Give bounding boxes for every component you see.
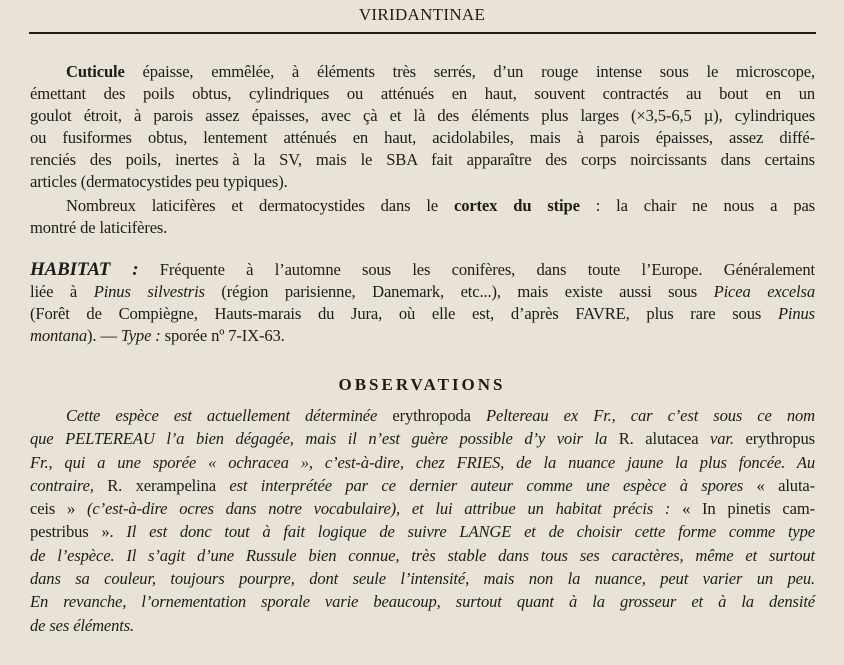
- text-run: montré de laticifères.: [30, 218, 168, 237]
- text-run: En revanche, l’ornementation sporale varie beaucoup, surtout quant à la grosseur et à la densité: [30, 592, 815, 612]
- text-run: Il est donc tout à fait logique de suivre LANGE et de choisir cette forme comme type: [126, 522, 815, 542]
- text-run: (région parisienne, Danemark, etc...), mais existe aussi sous: [204, 282, 714, 301]
- text-line: [30, 303, 815, 325]
- text-run: cortex du stipe: [453, 196, 580, 215]
- text-run: Fréquente à l’automne sous les conifères, dans toute l’Europe. Généralement: [138, 260, 815, 279]
- text-run: var.: [710, 429, 746, 449]
- header-rule: [29, 32, 816, 34]
- text-run: de l’espèce. Il s’agit d’une Russule bien connue, très stable dans tous ses caractères, même et surtout: [30, 545, 815, 565]
- text-run: articles (dermatocystides peu typiques).: [30, 172, 288, 191]
- text-line: [30, 451, 815, 474]
- text-run: ). —: [87, 326, 121, 345]
- text-run: Type :: [120, 326, 161, 345]
- text-run: Cette espèce est actuellement déterminée: [66, 406, 393, 425]
- text-run: pestribus ».: [30, 522, 127, 542]
- text-line: [30, 427, 815, 450]
- text-run: émettant des poils obtus, cylindriques ou atténués en haut, souvent contractés au bout en un: [30, 84, 815, 103]
- text-run: (c’est-à-dire ocres dans notre vocabulaire), et lui attribue un habitat précis :: [87, 499, 683, 519]
- text-run: erythropoda: [392, 406, 487, 425]
- text-line: [30, 325, 815, 347]
- text-line: [30, 590, 815, 613]
- text-line: [30, 404, 815, 427]
- text-run: Pinus silvestris: [93, 282, 205, 301]
- text-run: ou fusiformes obtus, lentement atténués en haut, acidolabiles, mais à parois épaisses, assez diffé-: [30, 128, 815, 147]
- text-line: [30, 83, 815, 105]
- text-line: [30, 61, 815, 83]
- text-run: Cuticule: [66, 62, 125, 81]
- text-line: [30, 544, 815, 567]
- text-line: [30, 171, 815, 193]
- text-run: : la chair ne nous a pas: [579, 196, 815, 215]
- running-head: VIRIDANTINAE: [358, 5, 486, 24]
- text-run: que PELTEREAU l’a bien dégagée, mais il n’est guère possible d’y voir la: [30, 429, 619, 449]
- text-line: [30, 281, 815, 303]
- text-run: « In pinetis cam-: [682, 499, 815, 519]
- text-line: [30, 195, 815, 217]
- text-run: Fr., qui a une sporée « ochracea », c’est-à-dire, chez FRIES, de la nuance jaune la plus foncée. Au: [30, 452, 815, 472]
- text-run: erythropus: [745, 429, 815, 449]
- text-run: Pinus: [777, 304, 815, 323]
- text-run: « aluta-: [756, 475, 815, 495]
- text-run: R. xerampelina: [107, 475, 230, 495]
- paragraph-cortex: [30, 195, 815, 239]
- text-run: Nombreux laticifères et dermatocystides dans le: [66, 196, 454, 215]
- text-line: [30, 567, 815, 590]
- text-line: [30, 497, 815, 520]
- text-line: [30, 127, 815, 149]
- text-line: [30, 217, 815, 239]
- paragraph-observations: [30, 404, 815, 637]
- text-run: HABITAT :: [30, 259, 139, 280]
- text-run: montana: [30, 326, 88, 345]
- text-line: [30, 614, 815, 637]
- text-line: [30, 259, 815, 281]
- text-line: [30, 149, 815, 171]
- text-run: (Forêt de Compiègne, Hauts-marais du Jura, où elle est, d’après FAVRE, plus rare sous: [30, 304, 778, 323]
- text-run: Picea excelsa: [713, 282, 815, 301]
- text-line: [30, 105, 815, 127]
- text-run: épaisse, emmêlée, à éléments très serrés, d’un rouge intense sous le microscope,: [124, 62, 815, 81]
- text-run: dans sa couleur, toujours pourpre, dont seule l’intensité, mais non la nuance, peut varier un peu.: [30, 569, 815, 589]
- text-run: sporée nº 7-IX-63.: [160, 326, 285, 345]
- section-title-observations: OBSERVATIONS: [338, 375, 506, 394]
- text-run: contraire,: [30, 475, 108, 495]
- text-run: R. alutacea: [618, 429, 711, 449]
- text-run: Peltereau ex Fr., car c’est sous ce nom: [486, 406, 815, 425]
- text-run: est interprétée par ce dernier auteur comme une espèce à spores: [229, 475, 757, 495]
- text-line: [30, 520, 815, 543]
- text-run: de ses éléments.: [30, 615, 135, 635]
- paragraph-cuticule: [30, 61, 815, 193]
- text-run: renciés des poils, inertes à la SV, mais le SBA fait apparaître des corps noircissants dans certains: [30, 150, 815, 169]
- text-line: [30, 474, 815, 497]
- paragraph-habitat: [30, 259, 815, 347]
- text-run: goulot étroit, à parois assez épaisses, avec çà et là des éléments plus larges (×3,5-6,5 µ), cylindriques: [30, 106, 815, 125]
- text-run: liée à: [30, 282, 94, 301]
- text-run: ceis »: [30, 499, 88, 519]
